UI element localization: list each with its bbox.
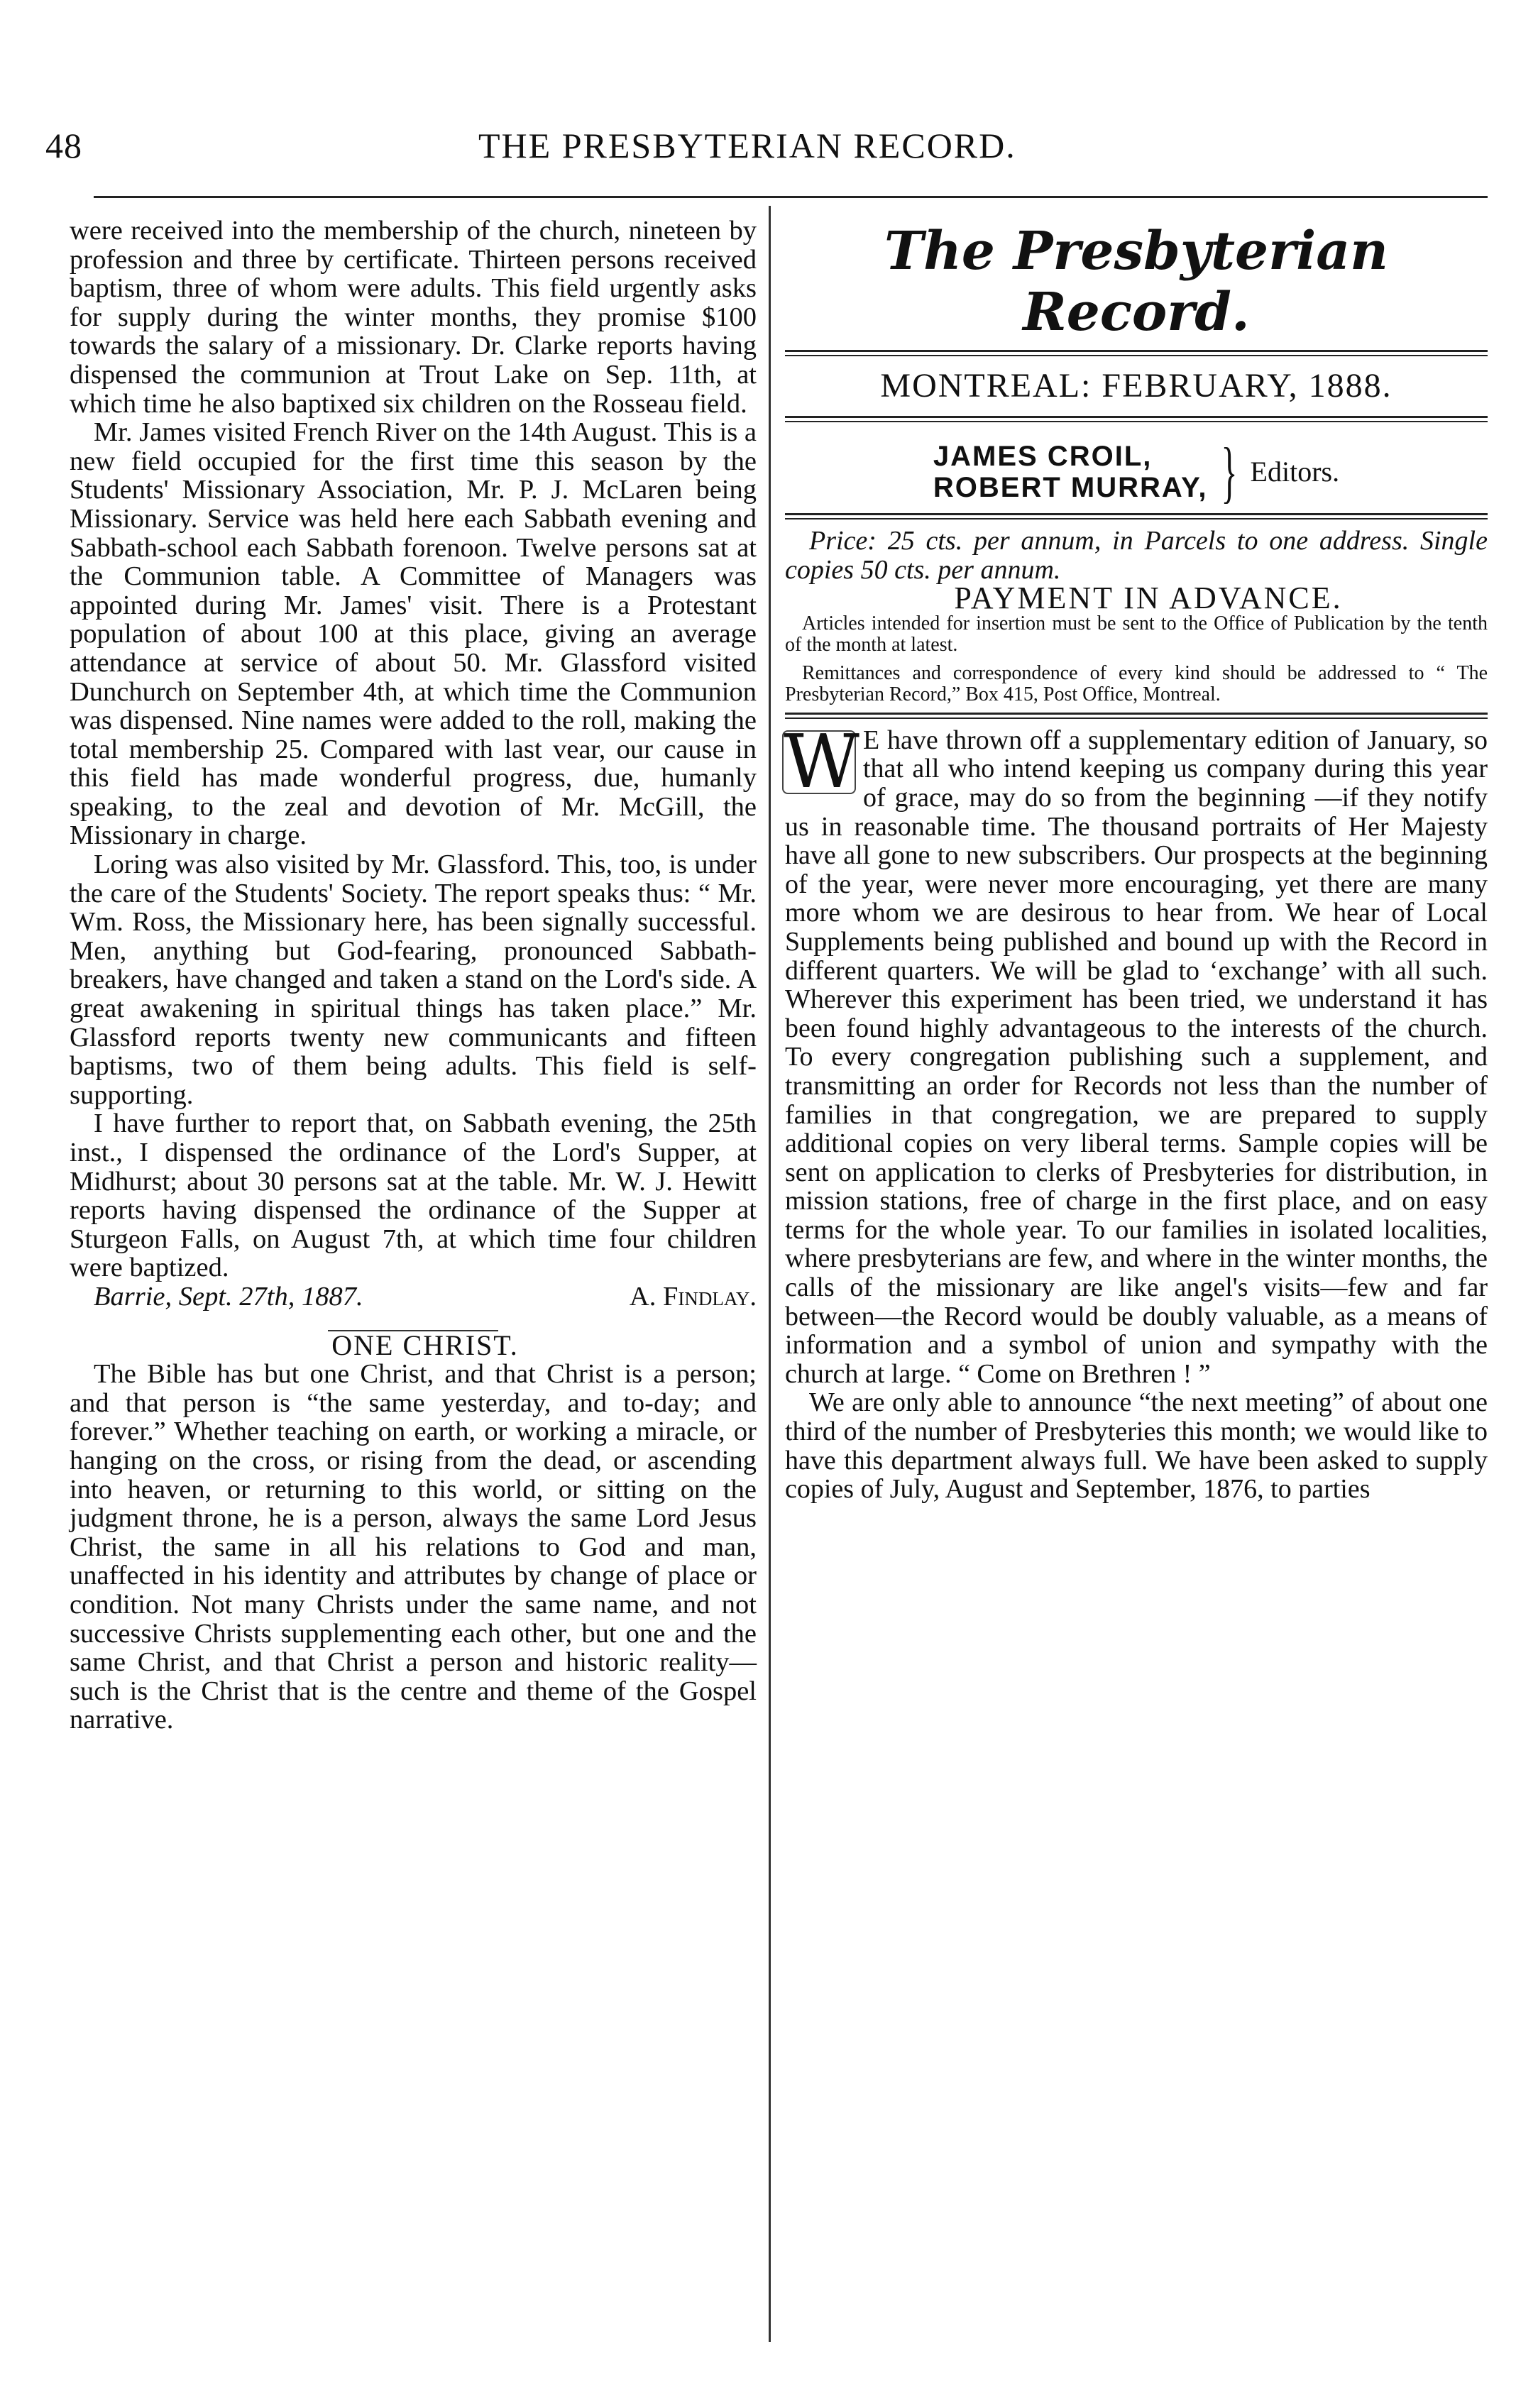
page-header <box>45 125 1486 175</box>
signoff <box>70 1282 757 1312</box>
section-title: ONE CHRIST. <box>331 1329 519 1361</box>
editor-name: JAMES CROIL, <box>933 441 1153 472</box>
paragraph: Loring was also visited by Mr. Glassford. This, too, is under the care of the Students' Society. The report speaks thus: “ Mr. Wm. Ross, the Missionary here, has been signally successful. Men, anything but God-fearing, pronounced Sabbath-breakers, have changed and taken a stand on the Lord's side. A great awakening in spiritual things has taken place.” Mr. Glassford reports twenty new communicants and fifteen baptisms, two of them being adults. This field is self-supporting. <box>70 850 757 1110</box>
article-paragraph: We are only able to announce “the next meeting” of about one third of the number of Presbyteries this month; we would like to have this department always full. We have been asked to supply copies of July, August and September, 1876, to parties <box>785 1387 1488 1505</box>
paragraph: were received into the membership of the church, nineteen by profession and three by certificate. Thirteen persons received baptism, three of whom were adults. This field urgently asks for supply during the winter months, they promise $100 towards the salary of a missionary. Dr. Clarke reports having dispensed the communion at Trout Lake on Sep. 11th, at which time he also baptixed six children on the Rosseau field. <box>70 216 757 419</box>
signoff-author: A. Findlay. <box>629 1281 757 1312</box>
dateline-rule <box>785 416 1488 422</box>
notices <box>785 613 1488 705</box>
brace-glyph: } <box>1221 434 1238 510</box>
header-rule <box>94 196 1488 198</box>
notice: Articles intended for insertion must be sent to the Office of Publication by the tenth of the month at latest. <box>785 612 1488 656</box>
payment-heading: PAYMENT IN ADVANCE. <box>954 581 1343 616</box>
paragraph: I have further to report that, on Sabbath evening, the 25th inst., I dispensed the ordinance of the Lord's Supper, at Midhurst; about 30 persons sat at the table. Mr. W. J. Hewitt reports having dispensed the ordinance of the Supper at Sturgeon Falls, on August 7th, at which time four children were baptized. <box>70 1109 757 1283</box>
article-paragraph: E have thrown off a supplementary edition of January, so that all who intend keeping us company during this year of grace, may do so from the beginning —if they notify us in reasonable time. The thousand portraits of Her Majesty have all gone to new subscribers. Our prospects at the beginning of the year, were never more encouraging, yet there are many more whom we are desirous to hear from. We hear of Local Supplements being published and bound up with the Record in different quarters. We will be glad to ‘exchange’ with all such. Wherever this experiment has been tried, we understand it has been found highly advantageous to the interests of the church. To every congregation publishing such a supplement, and transmitting an order for Records not less than the number of families in that congregation, we are prepared to supply additional copies on very liberal terms. Sample copies will be sent on application to clerks of Presbyteries for distribution, in mission stations, free of charge in the first place, and on easy terms for the whole year. To our families in isolated localities, where presbyterians are few, and where in the winter months, the calls of the missionary are like angel's visits—few and far between—the Record would be doubly valuable, as a means of information and a symbol of union and sympathy with the church at large. “ Come on Brethren ! ” <box>785 725 1488 1389</box>
editors-label: Editors. <box>1250 455 1340 488</box>
editor-names <box>933 441 1208 503</box>
editors-rule <box>785 513 1488 519</box>
paragraph: Mr. James visited French River on the 14th August. This is a new field occupied for the first time this season by the Students' Missionary Association, Mr. P. J. McLaren being Missionary. Service was held here each Sabbath evening and Sabbath-school each Sabbath forenoon. Twelve persons sat at the Communion table. A Committee of Managers was appointed during Mr. James' visit. There is a Protestant population of about 100 at this place, giving an average attendance at service of about 50. Mr. Glassford visited Dunchurch on September 4th, at which time the Communion was dispensed. Nine names were added to the roll, making the total membership 25. Compared with last vear, our cause in this field has made wonderful progress, due, humanly speaking, to the zeal and devotion of Mr. McGill, the Missionary in charge. <box>70 417 757 851</box>
left-column <box>70 216 757 1734</box>
page-number: 48 <box>45 126 82 165</box>
price-note: Price: 25 cts. per annum, in Parcels to one address. Single copies 50 cts. per annum. <box>785 526 1488 585</box>
section-paragraph: The Bible has but one Christ, and that Christ is a person; and that person is “the same yesterday, and to-day; and forever.” Whether teaching on earth, or working a miracle, or hanging on the cross, or rising from the dead, or ascending into heaven, or returning to this world, or sitting on the judgment throne, he is a person, always the same Lord Jesus Christ, the same in all his relations to God and man, unaffected in his identity and attributes by change of place or condition. Not many Christs under the same name, and not successive Christs supplementing each other, but one and the same Christ, and that Christ a person and historic reality—such is the Christ that is the centre and theme of the Gospel narrative. <box>70 1359 757 1735</box>
column-divider <box>769 206 771 2342</box>
signoff-place: Barrie, Sept. 27th, 1887. <box>94 1281 363 1312</box>
dropcap-letter: W <box>784 718 859 805</box>
editorial-article <box>784 718 1488 1505</box>
editors-block <box>785 434 1488 510</box>
editor-name: ROBERT MURRAY, <box>933 472 1208 503</box>
masthead-rule <box>785 350 1488 356</box>
running-title: THE PRESBYTERIAN RECORD. <box>478 126 1016 165</box>
right-column <box>785 216 1488 1504</box>
masthead-title: The Presbyterian Record. <box>884 221 1388 343</box>
notices-rule <box>785 713 1488 719</box>
notice: Remittances and correspondence of every kind should be addressed to “ The Presbyterian Record,” Box 415, Post Office, Montreal. <box>785 661 1488 705</box>
dateline: MONTREAL: FEBRUARY, 1888. <box>880 367 1393 405</box>
